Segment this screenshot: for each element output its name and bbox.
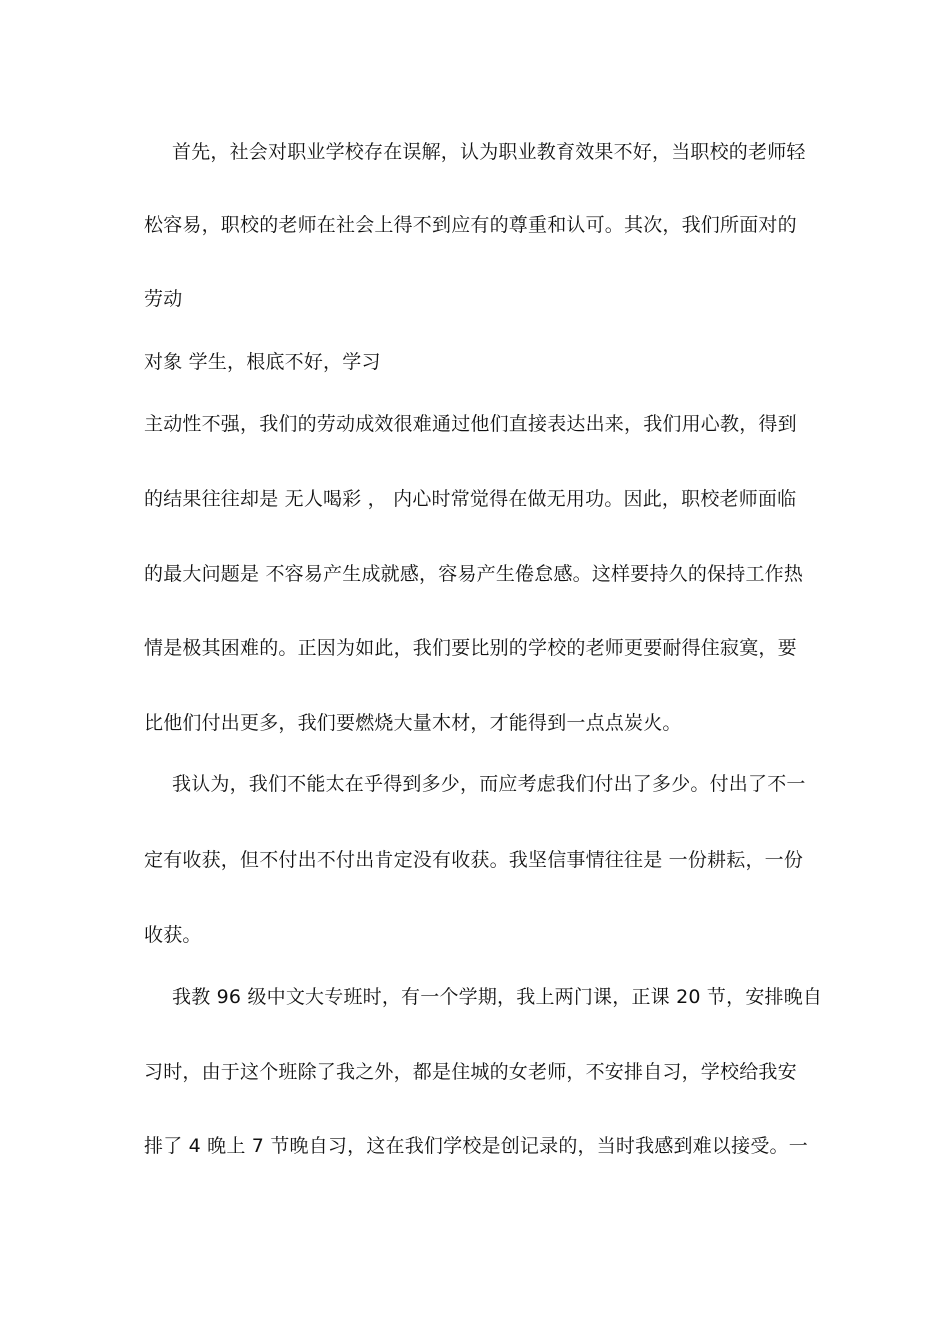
text-line: 的结果往往却是 无人喝彩 ， 内心时常觉得在做无用功。因此，职校老师面临 — [144, 488, 797, 510]
text-line: 主动性不强，我们的劳动成效很难通过他们直接表达出来，我们用心教，得到 — [144, 413, 797, 435]
text-line: 的最大问题是 不容易产生成就感，容易产生倦怠感。这样要持久的保持工作热 — [144, 563, 804, 585]
text-line: 我教 96 级中文大专班时，有一个学期，我上两门课，正课 20 节，安排晚自 — [172, 986, 823, 1008]
text-line: 我认为，我们不能太在乎得到多少，而应考虑我们付出了多少。付出了不一 — [172, 773, 806, 795]
text-line: 对象 学生，根底不好，学习 — [144, 351, 381, 373]
text-line: 排了 4 晚上 7 节晚自习，这在我们学校是创记录的，当时我感到难以接受。一 — [144, 1135, 808, 1157]
text-line: 习时，由于这个班除了我之外，都是住城的女老师，不安排自习，学校给我安 — [144, 1061, 797, 1083]
text-line: 情是极其困难的。正因为如此，我们要比别的学校的老师更要耐得住寂寞，要 — [144, 637, 797, 659]
text-line: 劳动 — [144, 288, 183, 310]
text-line: 收获。 — [144, 924, 202, 946]
text-line: 首先，社会对职业学校存在误解，认为职业教育效果不好，当职校的老师轻 — [172, 141, 806, 163]
text-line: 松容易，职校的老师在社会上得不到应有的尊重和认可。其次，我们所面对的 — [144, 214, 797, 236]
text-line: 比他们付出更多，我们要燃烧大量木材，才能得到一点点炭火。 — [144, 712, 682, 734]
text-line: 定有收获，但不付出不付出肯定没有收获。我坚信事情往往是 一份耕耘，一份 — [144, 849, 804, 871]
